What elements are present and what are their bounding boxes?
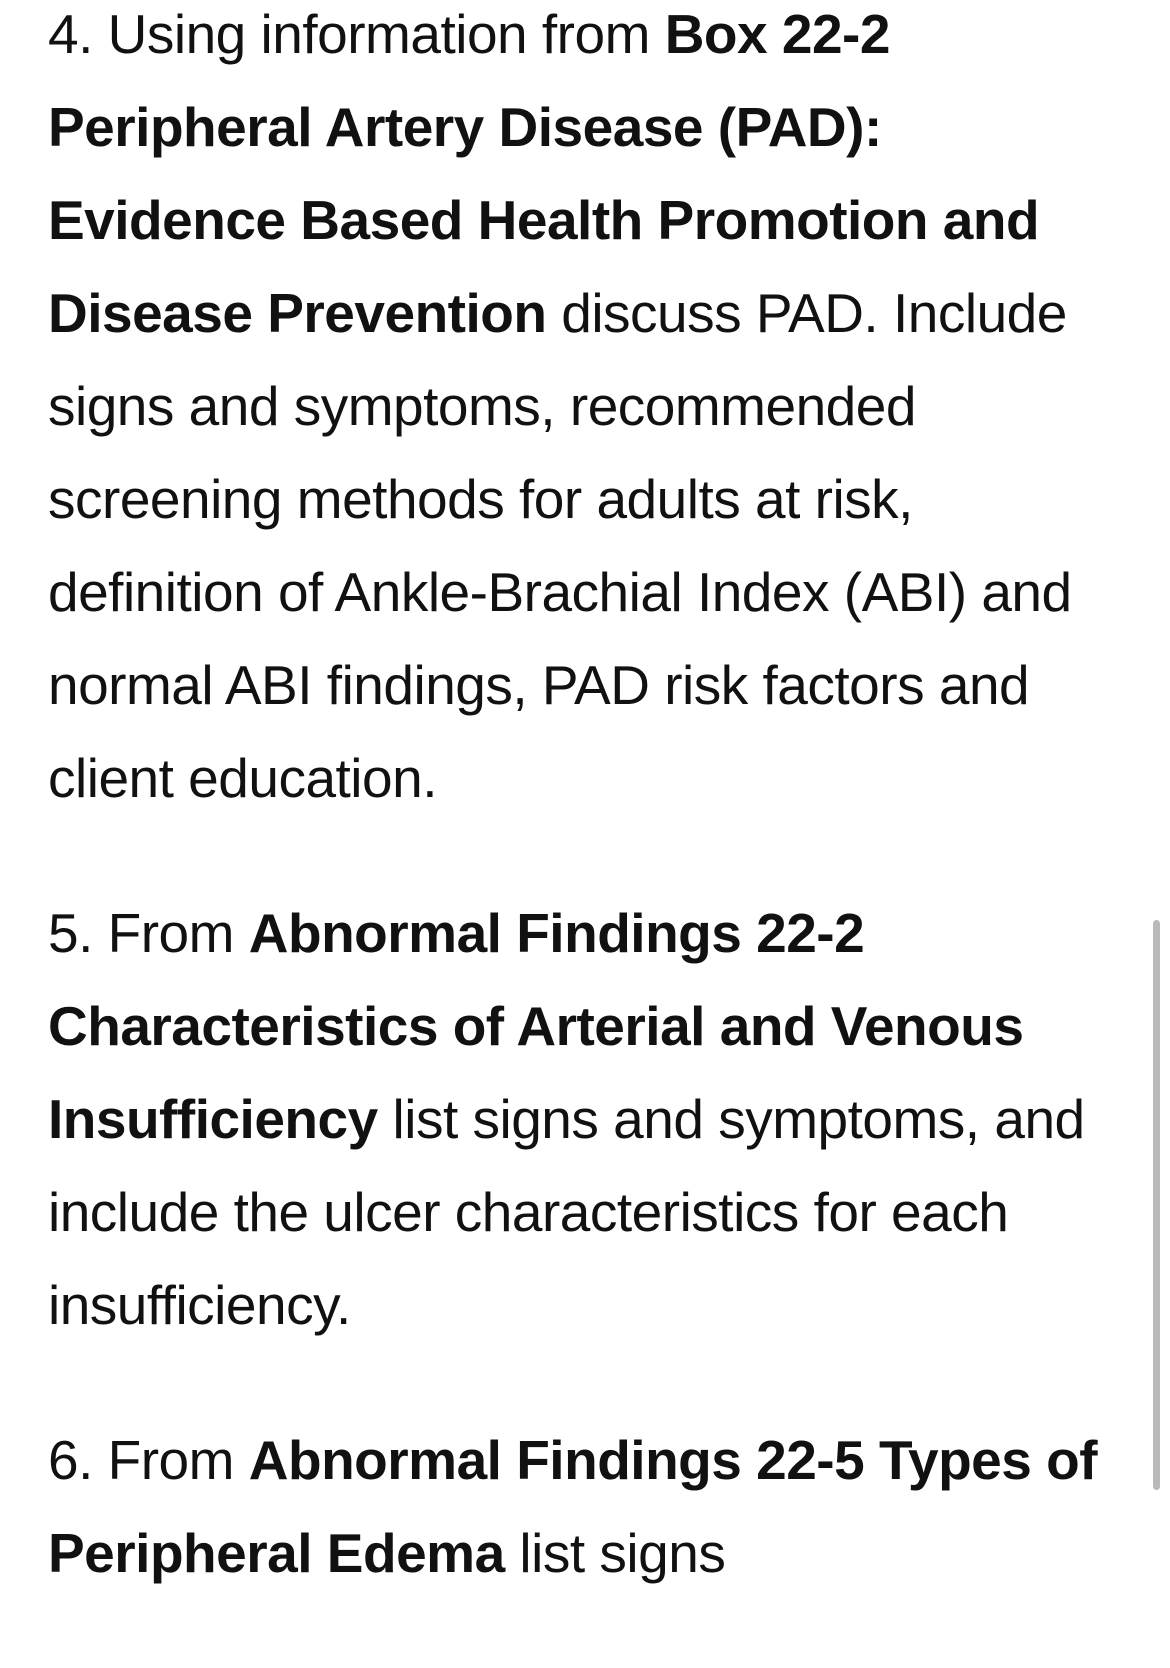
- item-instructions: discuss PAD. Include signs and symptoms, recommended screening methods for adults at risk, definition of Ankle-Brachial Index (ABI) and normal ABI findings, PAD risk factors and client education.: [48, 282, 1072, 809]
- item-reference-title: Box 22-2 Peripheral Artery Disease (PAD): Evidence Based Health Promotion and Disease Prevention: [48, 3, 1040, 344]
- item-reference-title: Abnormal Findings 22-2 Characteristics of Arterial and Venous Insufficiency: [48, 902, 1024, 1150]
- list-item-6: [48, 1414, 1098, 1600]
- item-prefix: 4. Using information from: [48, 3, 665, 65]
- item-reference-title: Abnormal Findings 22-5 Types of Peripheral Edema: [48, 1429, 1098, 1584]
- list-item-5: [48, 887, 1098, 1352]
- item-instructions: list signs and symptoms, and include the ulcer characteristics for each insufficiency.: [48, 1088, 1085, 1336]
- item-prefix: 5. From: [48, 902, 249, 964]
- item-prefix: 6. From: [48, 1429, 249, 1491]
- vertical-scrollbar[interactable]: [1153, 920, 1160, 1490]
- list-item-4: [48, 0, 1098, 825]
- item-instructions: list signs: [504, 1522, 726, 1584]
- document-body: [48, 0, 1098, 1600]
